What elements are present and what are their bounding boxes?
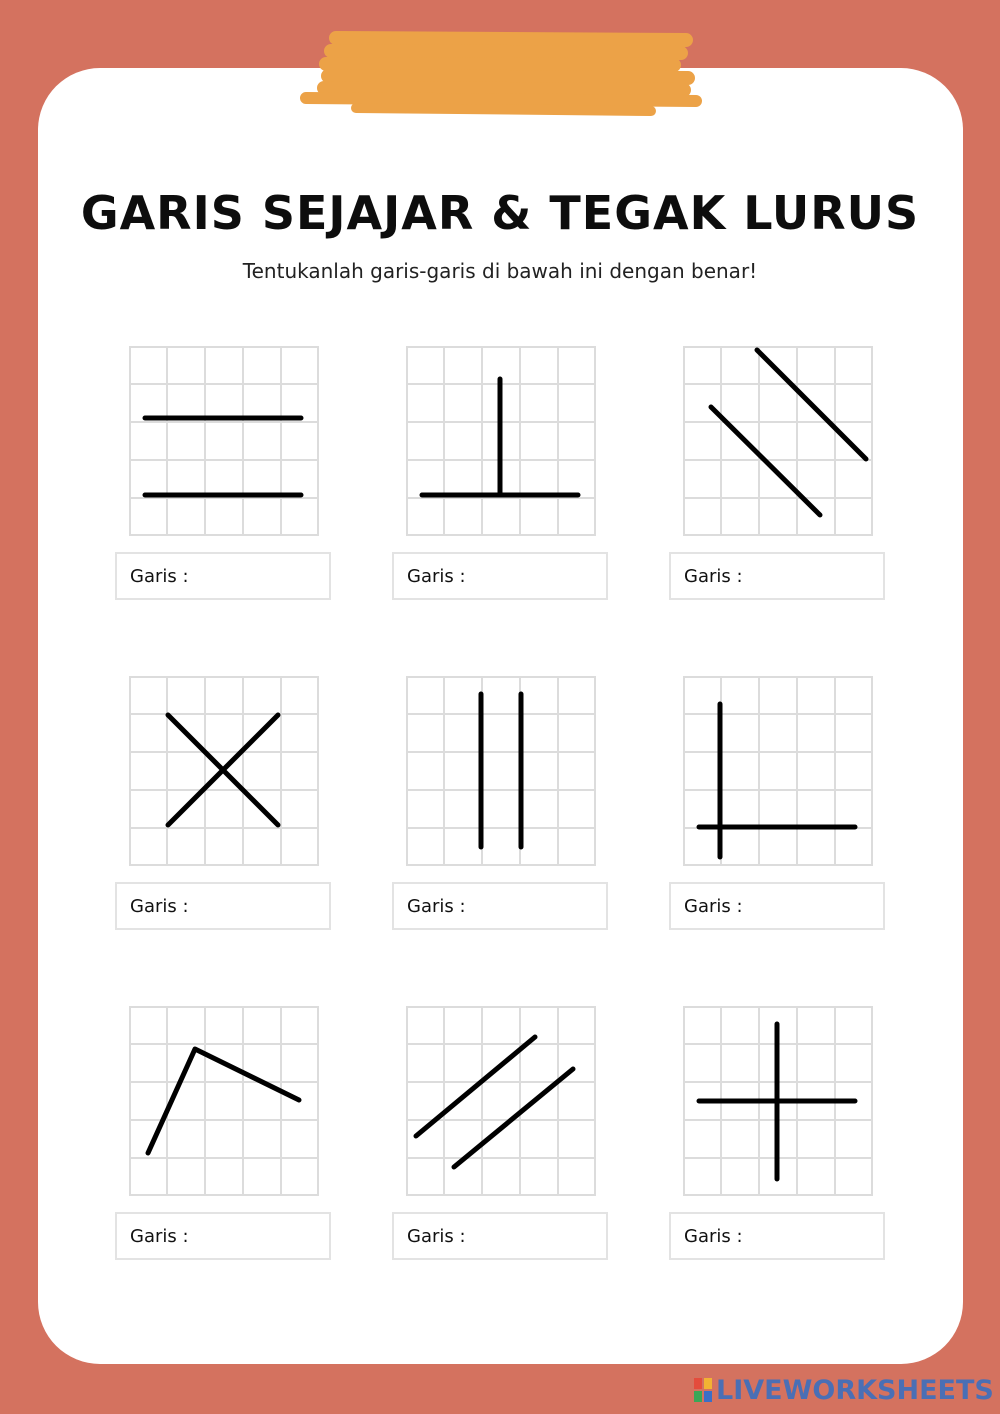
answer-field-3[interactable]: Garis : — [669, 552, 885, 600]
exercise-9 — [669, 1006, 889, 1266]
exercise-7-diagram — [129, 1006, 319, 1196]
answer-field-8[interactable]: Garis : — [392, 1212, 608, 1260]
exercise-6-diagram — [683, 676, 873, 866]
exercise-7 — [115, 1006, 335, 1266]
answer-field-4[interactable]: Garis : — [115, 882, 331, 930]
tape-decoration — [296, 18, 706, 123]
answer-field-7[interactable]: Garis : — [115, 1212, 331, 1260]
answer-field-2[interactable]: Garis : — [392, 552, 608, 600]
liveworksheets-logo[interactable] — [694, 1375, 994, 1405]
exercise-2-diagram — [406, 346, 596, 536]
liveworksheets-blocks-icon — [694, 1378, 712, 1402]
exercise-5-diagram — [406, 676, 596, 866]
exercise-1-diagram — [129, 346, 319, 536]
liveworksheets-wordmark: LIVEWORKSHEETS — [716, 1374, 994, 1406]
answer-field-5[interactable]: Garis : — [392, 882, 608, 930]
exercise-6 — [669, 676, 889, 936]
page-title: GARIS SEJAJAR & TEGAK LURUS — [80, 186, 920, 240]
exercise-8-diagram — [406, 1006, 596, 1196]
answer-field-9[interactable]: Garis : — [669, 1212, 885, 1260]
exercise-2 — [392, 346, 612, 606]
exercise-5 — [392, 676, 612, 936]
line-a — [416, 1037, 535, 1136]
answer-field-1[interactable]: Garis : — [115, 552, 331, 600]
exercise-4 — [115, 676, 335, 936]
answer-field-6[interactable]: Garis : — [669, 882, 885, 930]
exercise-3-diagram — [683, 346, 873, 536]
exercise-4-diagram — [129, 676, 319, 866]
angle-lines — [148, 1049, 299, 1153]
line-b — [454, 1069, 573, 1167]
line-a — [757, 350, 866, 459]
exercise-8 — [392, 1006, 612, 1266]
page-instructions: Tentukanlah garis-garis di bawah ini dengan benar! — [242, 259, 758, 283]
exercise-1 — [115, 346, 335, 606]
exercise-3 — [669, 346, 889, 606]
exercise-9-diagram — [683, 1006, 873, 1196]
